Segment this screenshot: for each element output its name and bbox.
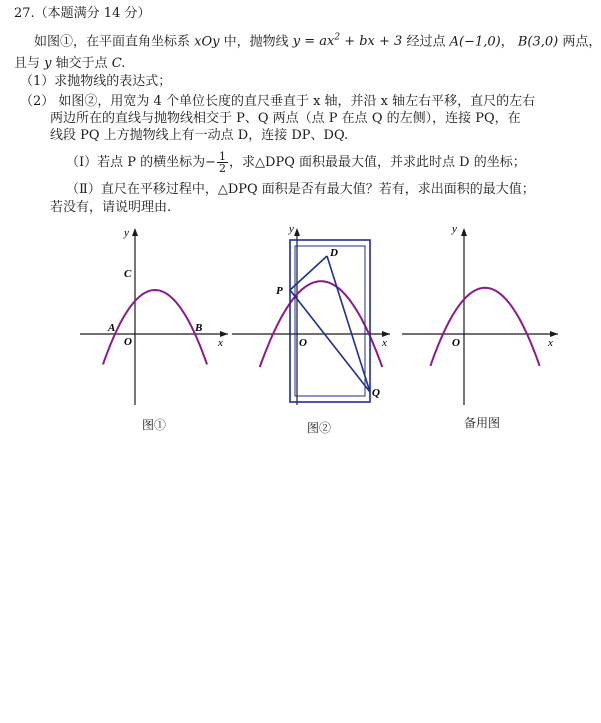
sub-question-1-text-a: （Ⅰ）若点 P 的横坐标为− xyxy=(66,155,217,170)
question-1-number: （1） xyxy=(20,74,55,89)
figure-1 xyxy=(80,222,230,407)
intro-text-4: 两点， xyxy=(558,34,601,50)
sub-question-1 xyxy=(66,150,526,176)
x-label: x xyxy=(548,337,553,349)
point-c-label: C xyxy=(124,268,132,280)
y-axis-arrow-icon xyxy=(294,228,300,236)
sub-question-2-line-2: 若没有，请说明理由. xyxy=(50,200,172,215)
point-a-coord: A(−1,0) xyxy=(449,34,501,50)
y-label: y xyxy=(452,223,457,235)
parabola-curve xyxy=(430,288,539,366)
intro-line-2 xyxy=(14,56,125,72)
point-b-coord: B(3,0) xyxy=(517,34,559,50)
origin-label: O xyxy=(452,337,460,349)
figure-3-caption: 备用图 xyxy=(463,416,500,430)
x-label: x xyxy=(382,337,387,349)
sub-question-2-line-1: （Ⅱ）直尺在平移过程中，△DPQ 面积是否有最大值？若有，求出面积的最大值； xyxy=(66,182,535,197)
question-2-line-3: 线段 PQ 上方抛物线上有一动点 D，连接 DP、DQ. xyxy=(50,128,349,143)
x-label: x xyxy=(218,337,223,349)
question-2-text-1: 如图②，用宽为 4 个单位长度的直尺垂直于 x 轴，并沿 x 轴左右平移，直尺的左右 xyxy=(58,94,536,109)
question-2-line-1 xyxy=(20,94,535,110)
y-axis-label-text: y xyxy=(44,56,52,71)
y-axis-arrow-icon xyxy=(461,228,467,236)
point-b-label: B xyxy=(195,322,203,334)
point-q-label: Q xyxy=(372,387,380,399)
point-a-label: A xyxy=(108,322,116,334)
y-label: y xyxy=(289,223,294,235)
question-1-text: 求抛物线的表达式； xyxy=(54,74,172,89)
figure-2-caption: 图② xyxy=(306,421,331,435)
question-2-number: （2） xyxy=(20,94,55,109)
figure-2 xyxy=(232,222,392,407)
intro-text-2: 中，抛物线 xyxy=(219,34,293,50)
intro-text-1: 如图①，在平面直角坐标系 xyxy=(34,34,195,50)
figure-3 xyxy=(402,222,562,407)
y-axis-arrow-icon xyxy=(132,228,138,236)
figure-1-caption: 图① xyxy=(141,418,166,432)
question-1 xyxy=(20,74,171,90)
point-p-label: P xyxy=(276,285,283,297)
point-d-label: D xyxy=(330,247,338,259)
intro-line-1 xyxy=(34,30,601,50)
intro-text-5a: 且与 xyxy=(14,56,45,71)
fraction-one-half: $\frac{1}{2}$ xyxy=(219,150,227,175)
intro-text-3: 经过点 xyxy=(402,34,450,50)
xoy-label: xOy xyxy=(194,34,220,50)
parabola-equation: $y = ax^2$ + bx + 3 xyxy=(292,33,403,50)
problem-header: 27.（本题满分 14 分） xyxy=(14,6,151,21)
parabola-curve xyxy=(103,290,207,364)
intro-text-5b: 轴交于点 xyxy=(51,56,112,71)
origin-label: O xyxy=(299,337,307,349)
origin-label: O xyxy=(124,336,132,348)
question-2-line-2: 两边所在的直线与抛物线相交于 P、Q 两点（点 P 在点 Q 的左侧），连接 PQ，在 xyxy=(50,111,521,126)
separator: ， xyxy=(500,34,514,50)
sub-question-1-text-b: ，求△DPQ 面积最最大值，并求此时点 D 的坐标； xyxy=(229,155,526,170)
y-label: y xyxy=(124,227,129,239)
point-c-label-text: C. xyxy=(111,56,126,71)
